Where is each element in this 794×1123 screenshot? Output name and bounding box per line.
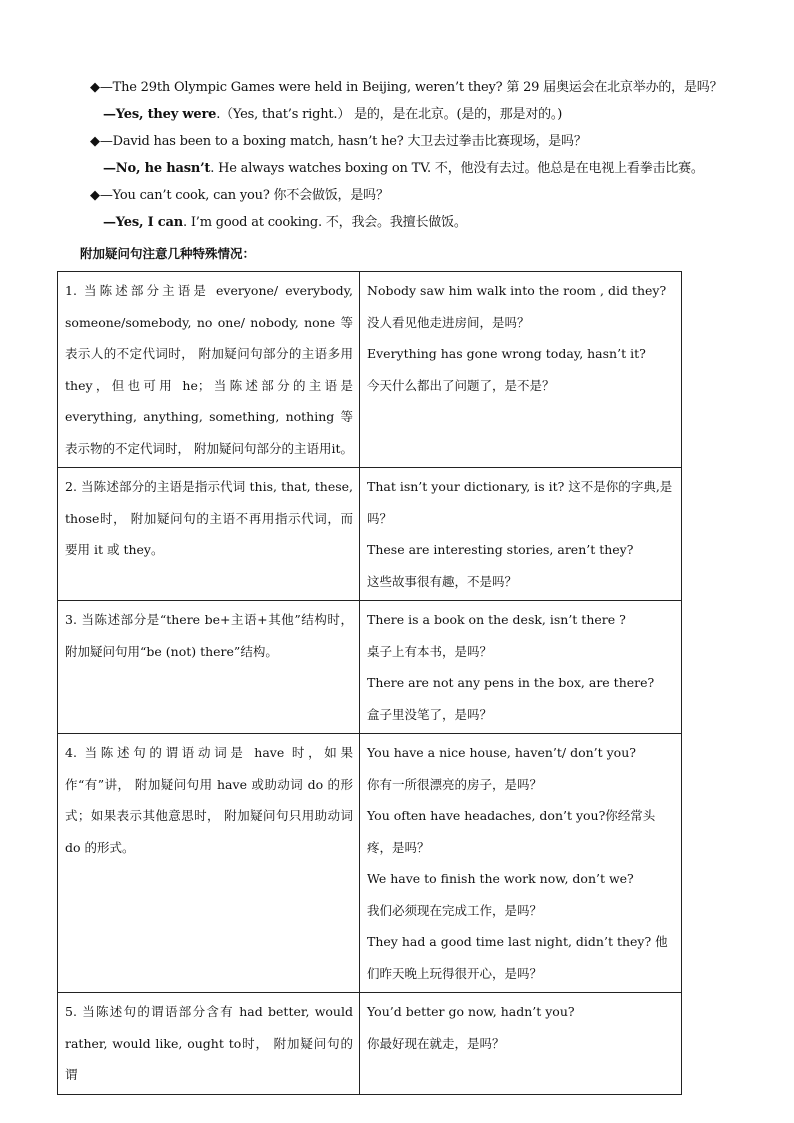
example-dialogues <box>90 74 770 236</box>
example-3-answer: —Yes, I can. I’m good at cooking. 不，我会。我擅长做饭。 <box>103 215 467 230</box>
bullet-icon: ◆ <box>90 134 100 149</box>
rule-cell: 5. 当陈述句的谓语部分含有 had better, would rather, would like, ought to时， 附加疑问句的谓 <box>58 993 360 1095</box>
rules-table <box>57 271 682 1095</box>
example-cell: There is a book on the desk, isn’t there ? 桌子上有本书，是吗？ There are not any pens in the box, are there? 盒子里没笔了，是吗？ <box>360 601 682 734</box>
example-3-question: ◆—You can’t cook, can you? 你不会做饭，是吗？ <box>90 188 389 203</box>
example-1-question: ◆—The 29th Olympic Games were held in Beijing, weren’t they? 第 29 届奥运会在北京举办的，是吗？ <box>90 80 723 95</box>
example-cell: Nobody saw him walk into the room , did they? 没人看见他走进房间，是吗？ Everything has gone wrong today, hasn’t it? 今天什么都出了问题了，是不是？ <box>360 272 682 468</box>
example-1-answer: —Yes, they were.（Yes, that’s right.） 是的，是在北京。(是的，那是对的。) <box>103 107 563 122</box>
rule-cell: 2. 当陈述部分的主语是指示代词 this, that, these, those时， 附加疑问句的主语不再用指示代词，而要用 it 或 they。 <box>58 468 360 601</box>
example-cell: You’d better go now, hadn’t you? 你最好现在就走，是吗？ <box>360 993 682 1095</box>
bullet-icon: ◆ <box>90 188 100 203</box>
table-row <box>58 993 682 1095</box>
table-row <box>58 272 682 468</box>
bullet-icon: ◆ <box>90 80 100 95</box>
rule-cell: 3. 当陈述部分是“there be+主语+其他”结构时， 附加疑问句用“be (not) there”结构。 <box>58 601 360 734</box>
rule-cell: 1. 当陈述部分主语是 everyone/ everybody, someone/somebody, no one/ nobody, none 等表示人的不定代词时， 附加疑问句部分的主语多用 they，但也可用 he；当陈述部分的主语是 everything, anything, something, nothing 等表示物的不定代词时， 附加疑问句部分的主语用it。 <box>58 272 360 468</box>
example-2-question: ◆—David has been to a boxing match, hasn’t he? 大卫去过拳击比赛现场，是吗？ <box>90 134 587 149</box>
example-cell: That isn’t your dictionary, is it? 这不是你的字典,是吗？ These are interesting stories, aren’t they? 这些故事很有趣，不是吗？ <box>360 468 682 601</box>
example-cell: You have a nice house, haven’t/ don’t you? 你有一所很漂亮的房子，是吗？ You often have headaches, don’t you?你经常头疼，是吗？ We have to finish the work now, don’t we? 我们必须现在完成工作，是吗？ They had a good time last night, didn’t they? 他们昨天晚上玩得很开心，是吗？ <box>360 734 682 993</box>
rule-cell: 4. 当陈述句的谓语动词是 have 时，如果作“有”讲， 附加疑问句用 have 或助动词 do 的形式；如果表示其他意思时， 附加疑问句只用助动词 do 的形式。 <box>58 734 360 993</box>
table-row <box>58 468 682 601</box>
table-row <box>58 601 682 734</box>
example-2-answer: —No, he hasn’t. He always watches boxing on TV. 不，他没有去过。他总是在电视上看拳击比赛。 <box>103 161 704 176</box>
table-row <box>58 734 682 993</box>
section-heading: 附加疑问句注意几种特殊情况： <box>80 246 256 261</box>
